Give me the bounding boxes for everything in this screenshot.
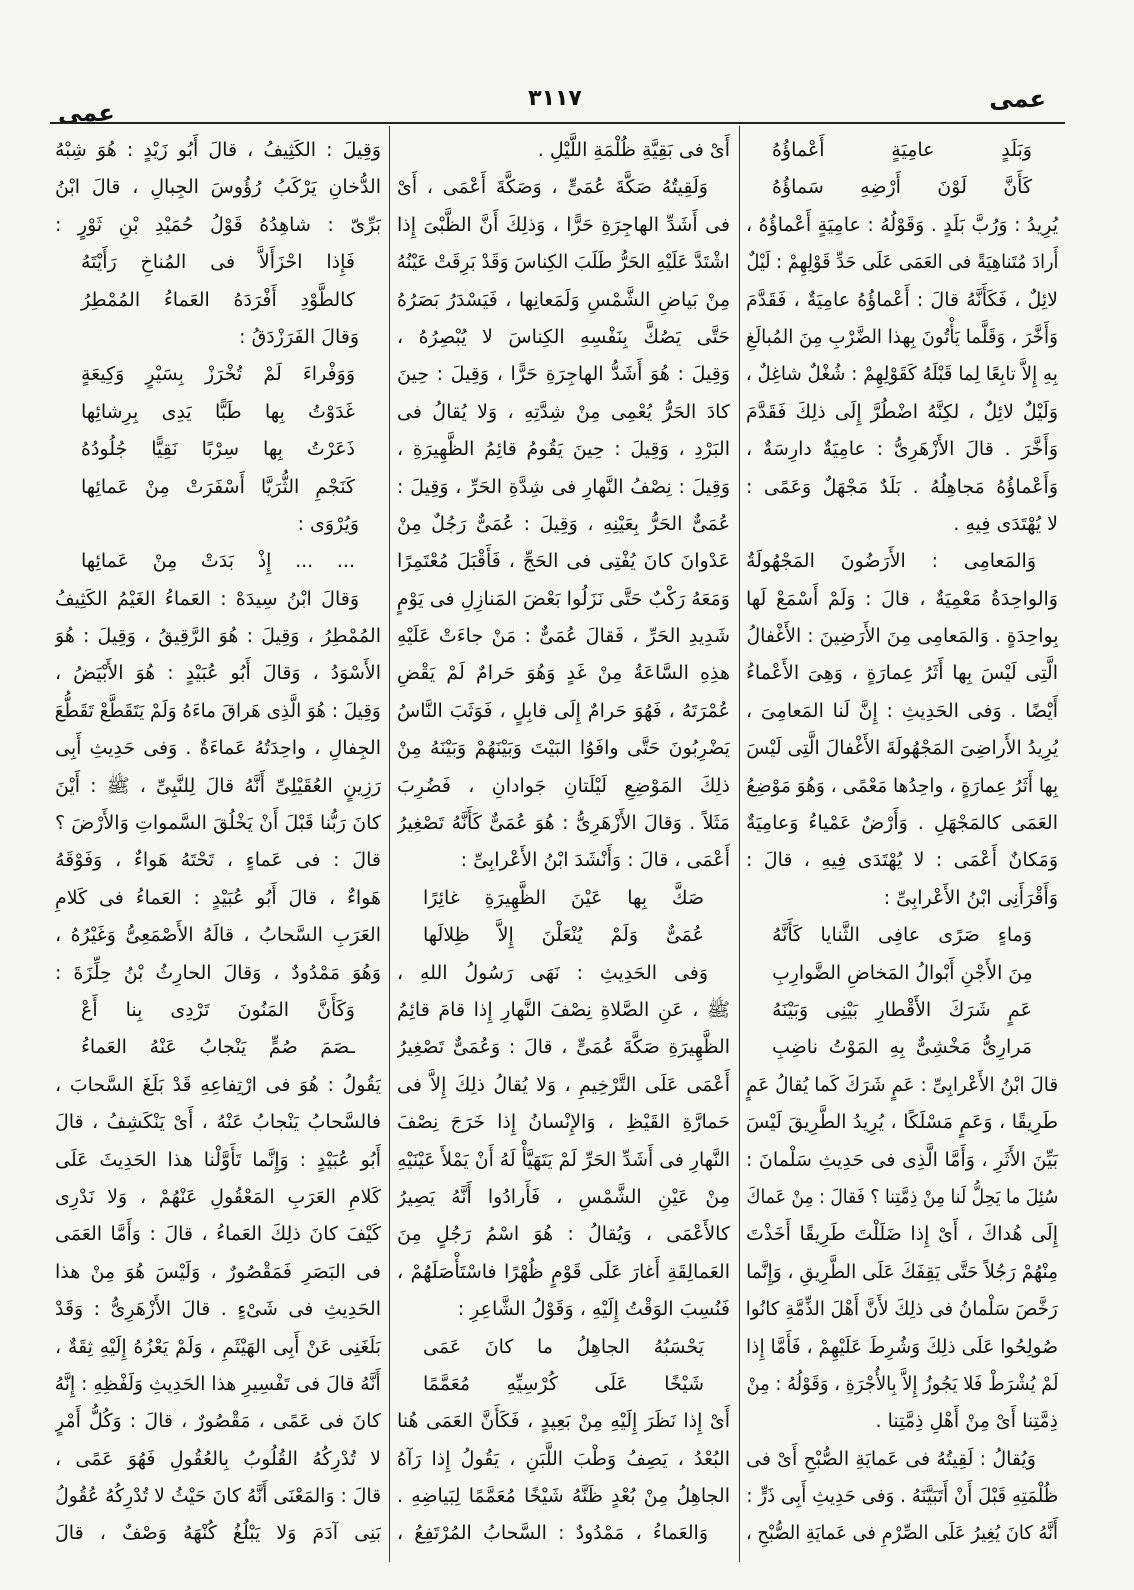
verse-line: وَبَلَدٍ عامِيَةٍ أَعْماؤُهُ: [772, 139, 1032, 161]
verse-line: عَمٍ شَرَكَ الأَقْطارِ بَيْنِى وَبَيْنَهُ: [772, 998, 1032, 1021]
text-line: وَلَيْلٌ لائِلٌ ، لكِنَّهُ اضْطُرَّ إِلَى ذلِكَ فَقَدَّمَ: [746, 400, 1058, 423]
text-line: البَرْدِ ، وَقِيلَ : حِينَ يَقُومُ قائِمُ الظَّهِيرَةِ ،: [397, 438, 730, 461]
text-line: وَيُقالُ : لَقِيتُهُ فى عَمايَةِ الصُّبْحِ أَىْ فى: [746, 1447, 1036, 1470]
text-line: عَدْوانَ كانَ يُفْتِى فى الحَجِّ ، فَأَقْبَلَ مُعْتَمِرًا: [397, 550, 730, 573]
verse-line: مِنَ الأَجْنِ أَبْوالُ المَخاضِ الضَّوارِبِ: [771, 961, 1033, 984]
text-line: المُمْطِرُ ، وَقِيلَ : هُوَ الرَّقِيقُ ، وَقِيلَ : هُوَ: [55, 625, 381, 648]
text-line: يُرِيدُ : وَرُبَّ بَلَدٍ . وَقَوْلُهُ : عامِيَةٍ أَعْماؤُهُ ،: [746, 213, 1058, 236]
text-line: قالَ : وَالمَعْنَى أَنَّهُ كانَ حَيْثُ لا تُدْرِكُهُ عُقُولُ: [55, 1485, 381, 1508]
verse-line: مَرارِىُّ مَخْشِىٌّ بِهِ المَوْتُ ناضِبِ: [772, 1036, 1032, 1059]
verse-line: يَحْسَبُهُ الجاهِلُ ما كانَ عَمَى: [423, 1335, 704, 1358]
text-line: حَمارَّةِ القَيْظِ ، وَالإِنْسانُ إِذا خَرَجَ نِصْفَ: [397, 1111, 730, 1134]
text-line: مِنْهُمْ رَجُلاً حَتَّى يَقِفَكَ عَلَى الطَّرِيقِ ، وَإِنَّما: [746, 1260, 1058, 1283]
text-line: بَلَغَنِى عَنْ أَبِى الهَيْثَمِ ، وَلَمْ يَعْزُهُ إِلَيْهِ ثِقَةٌ ،: [55, 1335, 381, 1358]
verse-line: كَأَنَّ لَوْنَ أَرْضِهِ سَماؤُهُ: [772, 176, 1032, 199]
verse-line: صَكَّ بِها عَيْنَ الظَّهِيرَةِ غائِرًا: [423, 886, 704, 909]
text-line: بِواحِدَةٍ . وَالمَعامِى مِنَ الأَرَضِينَ : الأَغْفالُ: [746, 625, 1058, 648]
text-line: لَمْ يُشْرَطْ فَلا يَجُوزُ إِلاَّ بِالأُجْرَةِ ، وَقَوْلُهُ : مِنْ: [746, 1372, 1058, 1395]
text-line: وَفى الحَدِيثِ : نَهَى رَسُولُ اللهِ ،: [397, 961, 708, 984]
text-line: الأَسْوَدُ ، وَقالَ أَبُو عُبَيْدٍ : هُوَ الأَبْيَضُ ،: [55, 662, 381, 685]
column-divider: [739, 126, 740, 1562]
text-line: طَرِيقًا ، وَعَمٍ مَسْلَكًا ، يُرِيدُ الطَّرِيقَ لَيْسَ: [746, 1111, 1058, 1134]
running-head-right: عمى: [989, 85, 1046, 113]
text-line: أَنَّهُ قالَ فى تَفْسِيرِ هذا الحَدِيثِ وَلَفْظِهِ : إِنَّهُ: [55, 1372, 381, 1395]
verse-line: ذَعَرْتُ بِها سِرْبًا نَقِيًّا جُلُودُهُ: [81, 438, 355, 461]
text-line: كانَ فى عَمًى ، مَقْصُورٌ ، قالَ : وَكُلُّ أَمْرٍ: [55, 1410, 381, 1433]
text-line: بِها أَثَرُ عِمارَةٍ ، واحِدُها مَعْمًى ، وَهُوَ مَوْضِعُ: [746, 774, 1058, 797]
text-line: ظُلْمَتِهِ قَبْلَ أَنْ أَتَبَيَّنَهُ . وَفى حَدِيثِ أَبِى ذَرٍّ :: [746, 1485, 1058, 1508]
text-line: العَمَى كالمَجْهَلِ . وَأَرْضٌ عَمْياءُ وَعامِيَةٌ: [746, 812, 1058, 835]
text-line: العَمالِقَةِ أَغارَ عَلَى قَوْمٍ ظُهْرًا فاسْتَأْصَلَهُمْ ،: [397, 1260, 730, 1283]
text-line: وَمَعَهُ رَكْبٌ حَتَّى نَزَلُوا بَعْضَ المَنازِلِ فى يَوْمٍ: [397, 587, 730, 610]
text-line: رَخَّصَ سَلْمانُ فى ذلِكَ لأَنَّ أَهْلَ الذِّمَّةِ كانُوا: [746, 1298, 1058, 1321]
verse-line: غَدَوْتُ بِها طَبًّا يَدِى بِرِشائِها: [81, 400, 355, 423]
text-line: مِنْ عَيْنِ الشَّمْسِ ، فَأَرادُوا أَنَّهُ يَصِيرُ: [397, 1185, 730, 1208]
text-line: لا تُدْرِكُهُ القُلُوبُ بِالعُقُولِ فَهُوَ عَمًى ،: [55, 1447, 381, 1470]
text-line: وَقِيلَ : الكَثِيفُ ، قالَ أَبُو زَيْدٍ : هُوَ شِبْهُ: [55, 139, 381, 161]
text-line: وَلَقِيتُهُ صَكَّةَ عُمَىٍّ ، وَصَكَّةَ أَعْمَى ، أَىْ: [397, 176, 708, 199]
text-line: وَأَقْرَأَنِى ابْنُ الأَعْرابِىِّ :: [883, 886, 1058, 909]
text-line: الَّتِى لَيْسَ بِها أَثَرُ عِمارَةٍ ، وَهِىَ الأَعْماءُ: [746, 662, 1058, 685]
text-line: أَعْمَى عَلَى التَّرْخِيمِ ، وَلا يُقالُ ذلِكَ إِلاَّ فى: [397, 1073, 730, 1096]
text-line: البُعْدُ ، يَصِفُ وَطْبَ اللَّبَنِ ، يَقُولُ إِذا رَآهُ: [397, 1447, 730, 1470]
verse-line: ـصَمَ صُمٍّ يَنْجابُ عَنْهُ العَماءُ: [81, 1036, 355, 1059]
verse-line: عُمَىٌّ وَلَمْ يُنْعَلْنَ إِلاَّ ظِلالَها: [423, 924, 704, 947]
text-line: مِنْ بَياضِ الشَّمْسِ وَلَمَعانِها ، فَيَسْدَرُ بَصَرُهُ: [397, 288, 730, 311]
verse-line: وَماءٍ صَرًى عافِى الثَّنايا كَأَنَّهُ: [772, 924, 1032, 947]
text-line: العَرَبِ السَّحابُ ، قالَهُ الأَصْمَعِىُّ وَغَيْرُهُ ،: [55, 924, 381, 947]
text-line: فى البَصَرِ فَمَقْصُورٌ ، وَلَيْسَ هُوَ مِنْ هذا: [55, 1260, 381, 1283]
text-line: عُمْرَتَهُ ، فَهُوَ حَرامٌ إِلَى قابِلٍ ، فَوَثَبَ النَّاسُ: [397, 699, 730, 722]
text-line: أَنَّهُ كانَ يُغِيرُ عَلَى الصِّرْمِ فى عَمايَةِ الصُّبْحِ ،: [746, 1522, 1058, 1545]
running-head-left: عمى: [58, 99, 115, 127]
text-line: الظَّهِيرَةِ صَكَّةَ عُمَىٍّ ، قالَ : وَعُمَىٌّ تَصْغِيرُ: [397, 1036, 730, 1059]
text-line: بِهِ إِلاَّ تابِعًا لِما قَبْلَهُ كَقَوْلِهِمْ : شُغْلٌ شاغِلٌ ،: [746, 363, 1058, 386]
verse-line: كالطَّوْدِ أَفْرَدَهُ العَماءُ المُمْطِرُ: [81, 288, 355, 311]
text-line: يَضْرِبُونَ حَتَّى وافَوُا البَيْتَ وَبَيْنَهُمْ وَبَيْنَهُ مِنْ: [397, 737, 730, 760]
text-line: هَواءٌ ، قالَ أَبُو عُبَيْدٍ : العَماءُ فى كَلامِ: [55, 886, 381, 909]
text-line: لا يُهْتَدَى فِيهِ .: [953, 512, 1058, 535]
text-line: أَعْمَى ، قالَ : وَأَنْشَدَ ابْنُ الأَعْرابِىِّ :: [460, 849, 730, 872]
text-line: الحَدِيثِ فى شَىْءٍ . قالَ الأَزْهَرِىُّ : وَقَدْ: [55, 1298, 381, 1321]
text-line: بَنِى آدَمَ وَلا يَبْلُغُ كُنْهَهُ وَصْفٌ ، قالَ: [55, 1522, 381, 1545]
column-middle: [397, 132, 730, 1557]
text-line: أَىْ فى بَقِيَّةِ ظُلْمَةِ اللَّيْلِ .: [537, 139, 730, 161]
text-line: وَالواحِدَةُ مَعْمِيَةٌ ، قالَ : وَلَمْ أَسْمَعْ لَها: [746, 587, 1058, 610]
text-line: يُرِيدُ الأَراضِىَ المَجْهُولَةَ الأَغْفالَ الَّتِى لَيْسَ: [746, 737, 1058, 760]
text-line: وَمَكانٌ أَعْمَى : لا يُهْتَدَى فِيهِ ، قالَ :: [746, 849, 1058, 872]
text-line: كادَ الحَرُّ يُعْمِى مِنْ شِدَّتِهِ ، وَلا يُقالُ فى: [397, 400, 730, 423]
verse-line: وَكَأَنَّ المَنُونَ تَرْدِى بِنا أَعْ: [81, 998, 355, 1021]
text-line: حَتَّى يَصُكَّ بِنَفْسِهِ الكِناسَ لا يُبْصِرُهُ ،: [397, 325, 730, 348]
text-line: وَقِيلَ : هُوَ أَشَدُّ الهاجِرَةِ حَرًّا ، وَقِيلَ : حِينَ: [397, 363, 730, 386]
text-line: الدُّخانِ يَرْكَبُ رُؤُوسَ الجِبالِ ، قالَ ابْنُ: [55, 176, 381, 199]
text-line: الجاهِلُ مِنْ بُعْدٍ ظَنَّهُ شَيْخًا مُعَمَّمًا لِبَياضِهِ .: [397, 1485, 730, 1508]
verse-line: شَيْخًا عَلَى كُرْسِيِّهِ مُعَمَّمًا: [423, 1372, 704, 1395]
verse-line: وَوَفْراءَ لَمْ تُخْرَزْ بِسَيْرٍ وَكِيعَةٍ: [81, 363, 355, 386]
text-line: أَبُو عُبَيْدٍ : وَإِنَّما تَأَوَّلْنا هذا الحَدِيثَ عَلَى: [55, 1148, 381, 1171]
text-line: صُولِحُوا عَلَى ذلِكَ وَشُرِطَ عَلَيْهِمْ ، فَأَمَّا إِذا: [746, 1335, 1058, 1358]
text-line: وَأَخَّرَ . قالَ الأَزْهَرِىُّ : عامِيَةٌ دارِسَةٌ ،: [746, 438, 1058, 461]
text-line: ﷺ ، عَنِ الصَّلاةِ نِصْفَ النَّهارِ إِذا قامَ قائِمُ: [397, 998, 730, 1021]
text-line: كَلامِ العَرَبِ المَعْقُولِ عَنْهُمْ ، وَلا نَدْرِى: [55, 1185, 381, 1208]
text-line: وَأَخَّرَ ، وَقَلَّما يَأْتُونَ بِهذا الضَّرْبِ مِنَ المُبالَغِ: [746, 325, 1058, 348]
text-line: اشْتَدَّ عَلَيْهِ الحَرُّ طَلَبَ الكِناسَ وَقَدْ بَرِقَتْ عَيْنُهُ: [397, 251, 730, 274]
text-line: يَقُولُ : هُوَ فى ارْتِفاعِهِ قَدْ بَلَغَ السَّحابَ ،: [55, 1073, 381, 1096]
text-line: النَّهارِ فى أَشَدِّ الحَرِّ لَمْ يَتَهَيَّأْ لَهُ أَنْ يَمْلأَ عَيْنَيْهِ: [397, 1148, 730, 1171]
text-line: وَالعَماءُ ، مَمْدُودٌ : السَّحابُ المُرْتَفِعُ ،: [397, 1522, 708, 1545]
text-line: ذِمَّتِنا أَىْ مِنْ أَهْلِ ذِمَّتِنا .: [875, 1410, 1058, 1433]
text-line: أَرادَ مُتَناهِيَةً فى العَمَى عَلَى حَدِّ قَوْلِهِمْ : لَيْلٌ: [746, 251, 1058, 274]
text-line: الجِفالِ ، واحِدَتُهُ عَماءَةٌ . وَفى حَدِيثِ أَبِى: [55, 737, 381, 760]
text-line: وَهُوَ مَمْدُودٌ ، وَقالَ الحارِثُ بْنُ حِلِّزَةَ :: [55, 961, 381, 984]
text-line: أَىْ إِذا نَظَرَ إِلَيْهِ مِنْ بَعِيدٍ ، فَكَأَنَّ العَمَى هُنا: [397, 1410, 730, 1433]
column-divider: [389, 126, 390, 1562]
text-line: وَقالَ الفَرَزْدَقُ :: [239, 325, 359, 348]
text-line: مَثَلاً . وَقالَ الأَزْهَرِىُّ : هُوَ عُمَىٌّ كَأَنَّهُ تَصْغِيرُ: [397, 812, 730, 835]
text-line: وَأَعْماؤُهُ مَجاهِلُهُ . بَلَدٌ مَجْهَلٌ وَعَمًى :: [746, 475, 1058, 498]
text-line: كالأَعْمَى ، وَيُقالُ : هُوَ اسْمُ رَجُلٍ مِنَ: [397, 1223, 730, 1246]
text-line: بَيِّنَ الأَثَرِ ، وَأَمَّا الَّذِى فى حَدِيثِ سَلْمانَ :: [746, 1148, 1058, 1171]
text-line: كَيْفَ كانَ ذلِكَ العَماءُ ، قالَ : وَأَمَّا العَمَى: [55, 1223, 381, 1246]
page-number: ٣١١٧: [528, 86, 582, 111]
text-line: عُمَىٌّ الحَرُّ بِعَيْنِهِ ، وَقِيلَ : عُمَىٌّ رَجُلٌ مِنْ: [397, 512, 730, 535]
text-line: ذلِكَ المَوْضِعِ لَيْلَتانِ جَوادانِ ، فَضُرِبَ: [397, 774, 730, 797]
verse-line: ... ... إِذْ بَدَتْ مِنْ عَمائِها: [81, 550, 355, 573]
text-line: وَقِيلَ : هُوَ الَّذِى هَراقَ ماءَهُ وَلَمْ يَتَقَطَّعْ تَقَطُّعَ: [55, 699, 381, 722]
column-right: [746, 132, 1058, 1557]
text-line: شَدِيدِ الحَرِّ ، فَقالَ عُمَىٌّ : مَنْ جاءَتْ عَلَيْهِ: [397, 625, 730, 648]
verse-line: كَنَجْمِ الثُّرَيَّا أَسْفَرَتْ مِنْ عَمائِها: [81, 475, 355, 498]
text-line: وَقِيلَ : نِصْفُ النَّهارِ فى شِدَّةِ الحَرِّ ، وَقِيلَ :: [397, 475, 730, 498]
text-line: قالَ ابْنُ الأَعْرابِىِّ : عَمٍ شَرَكَ كَما يُقالُ عَمٍ: [746, 1073, 1058, 1096]
text-line: وَيُرْوَى :: [297, 512, 359, 535]
text-line: كانَ رَبُّنا قَبْلَ أَنْ يَخْلُقَ السَّمواتِ وَالأَرْضَ ؟: [55, 812, 381, 835]
text-line: فالسَّحابُ يَنْجابُ عَنْهُ ، أَىْ يَنْكَشِفُ ، قالَ: [55, 1111, 381, 1134]
text-line: فَنُسِبَ الوَقْتُ إِلَيْهِ ، وَقَوْلُ الشَّاعِرِ :: [457, 1298, 730, 1321]
text-line: سُئِلَ ما يَحِلُّ لَنا مِنْ ذِمَّتِنا ؟ فَقالَ : مِنْ عَماكَ: [746, 1185, 1058, 1208]
verse-line: فَإِذا احْزَأَلاَّ فى المُناخِ رَأَيْتَهُ: [81, 251, 355, 274]
text-line: فى أَشَدِّ الهاجِرَةِ حَرًّا ، وَذلِكَ أَنَّ الظَّبْىَ إِذا: [397, 213, 730, 236]
text-line: رَزِينٍ العُقَيْلِىِّ أَنَّهُ قالَ لِلنَّبِىِّ ، ﷺ : أَيْنَ: [55, 774, 381, 797]
text-line: أَيْضًا . وَفى الحَدِيثِ : إِنَّ لَنا المَعامِىَ ،: [746, 699, 1058, 722]
header-rule: [50, 122, 1065, 124]
text-line: بَرِّىّ : شاهِدُهُ قَوْلُ حُمَيْدِ بْنِ ثَوْرٍ :: [55, 213, 381, 236]
text-line: هذِهِ السَّاعَةُ مِنْ غَدٍ وَهُوَ حَرامٌ لَمْ يَقْضِ: [397, 662, 730, 685]
text-line: قالَ : فى عَماءٍ ، تَحْتَهُ هَواءٌ ، وَفَوْقَهُ: [55, 849, 381, 872]
column-left: [55, 132, 381, 1557]
text-line: إِلَى هُداكَ ، أَىْ إِذا ضَلَلْتَ طَرِيقًا أَخَذْتَ: [746, 1223, 1058, 1246]
text-line: وَالمَعامِى : الأَرَضُونَ المَجْهُولَةُ: [746, 550, 1036, 573]
text-line: وَقالَ ابْنُ سِيدَهْ : العَماءُ الغَيْمُ الكَثِيفُ: [55, 587, 359, 610]
text-line: لائِلٌ ، فَكَأَنَّهُ قالَ : أَعْماؤُهُ عامِيَةٌ ، فَقَدَّمَ: [746, 288, 1058, 311]
